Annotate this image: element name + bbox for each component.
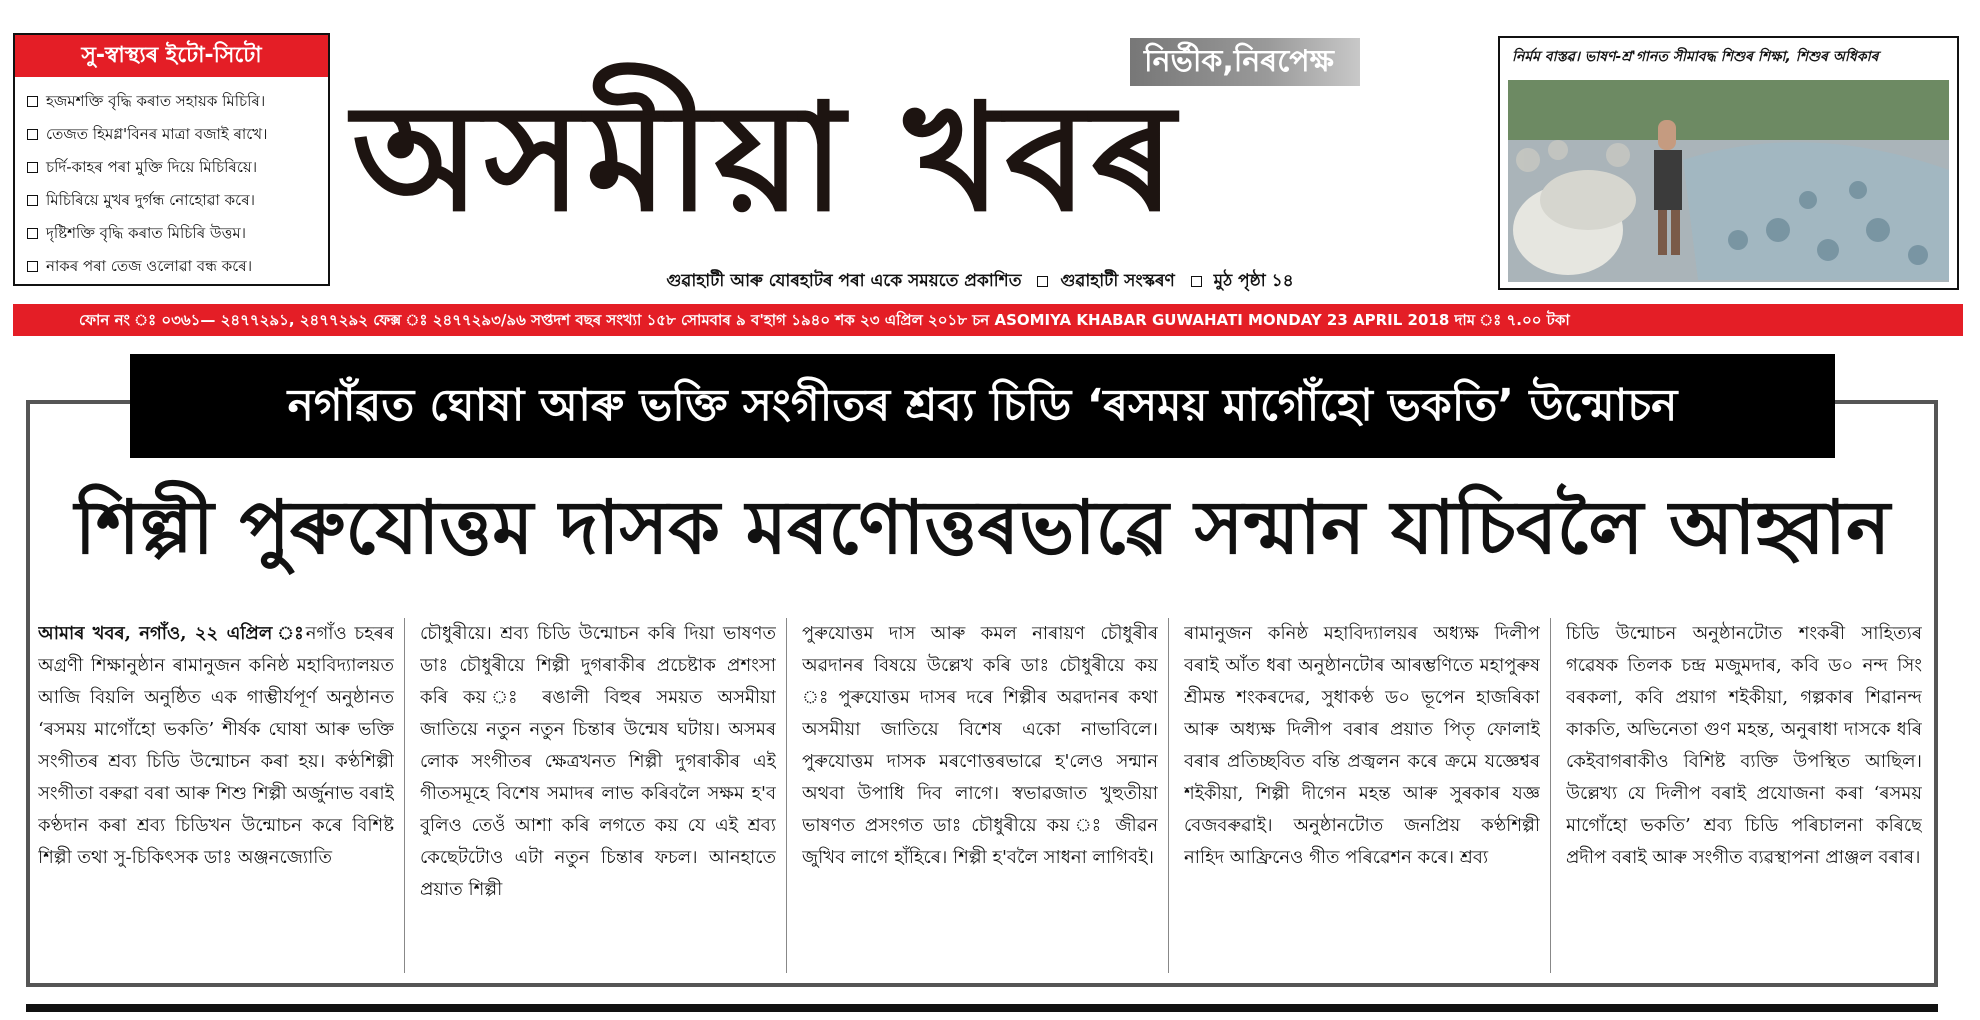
checkbox-bullet-icon bbox=[27, 195, 38, 206]
health-tips-list bbox=[15, 77, 328, 283]
story-column-2 bbox=[420, 618, 776, 978]
page-count: মুঠ পৃষ্ঠা ১৪ bbox=[1213, 271, 1294, 291]
masthead-title: অসমীয়া খবৰ bbox=[352, 70, 1179, 244]
child-with-bottles-photo bbox=[1508, 80, 1949, 282]
column-divider bbox=[1168, 618, 1169, 973]
checkbox-bullet-icon bbox=[1037, 276, 1048, 287]
health-tip-text: তেজত হিমগ্ল'বিনৰ মাত্ৰা বজাই ৰাখে। bbox=[46, 125, 268, 143]
bottom-rule bbox=[26, 1004, 1938, 1012]
health-tip-item bbox=[27, 118, 322, 151]
checkbox-bullet-icon bbox=[27, 129, 38, 140]
checkbox-bullet-icon bbox=[27, 261, 38, 272]
health-tip-text: হজমশক্তি বৃদ্ধি কৰাত সহায়ক মিচিৰি। bbox=[46, 92, 266, 110]
health-tip-text: মিচিৰিয়ে মুখৰ দুৰ্গন্ধ নোহোৱা কৰে। bbox=[46, 191, 255, 209]
story-column-5 bbox=[1566, 618, 1922, 978]
edition-name: গুৱাহাটী সংস্কৰণ bbox=[1060, 271, 1175, 291]
column-divider bbox=[404, 618, 405, 973]
story-column-1 bbox=[38, 618, 394, 978]
checkbox-bullet-icon bbox=[27, 96, 38, 107]
photo-illustration bbox=[1508, 80, 1949, 282]
story-kicker: নগাঁৱত ঘোষা আৰু ভক্তি সংগীতৰ শ্ৰব্য চিডি ‘ৰসময় মাগোঁহো ভকতি’ উন্মোচন bbox=[130, 354, 1835, 458]
column-divider bbox=[786, 618, 787, 973]
health-tip-text: দৃষ্টিশক্তি বৃদ্ধি কৰাত মিচিৰি উত্তম। bbox=[46, 224, 247, 242]
edition-line bbox=[540, 268, 1420, 296]
health-tip-text: নাকৰ পৰা তেজ ওলোৱা বন্ধ কৰে। bbox=[46, 257, 253, 275]
health-tip-item bbox=[27, 151, 322, 184]
masthead-info-strip: ফোন নং ঃ ০৩৬১— ২৪৭৭২৯১, ২৪৭৭২৯২ ফেক্স ঃ ২৪৭৭২৯৩/৯৬ সপ্তদশ বছৰ সংখ্যা ১৫৮ সোমবাৰ ৯ ব'হাগ ১৯৪০ শক ২৩ এপ্ৰিল ২০১৮ চন ASOMIYA KHABAR GUWAHATI MONDAY 23 APRIL 2018 দাম ঃ ৭.০০ টকা bbox=[13, 304, 1963, 336]
column-divider bbox=[1550, 618, 1551, 973]
health-tips-box bbox=[13, 33, 330, 286]
story-column-text: ৰামানুজন কনিষ্ঠ মহাবিদ্যালয়ৰ অধ্যক্ষ দিলীপ বৰাই আঁত ধৰা অনুষ্ঠানটোৰ আৰম্ভণিতে মহাপুৰুষ শ্ৰীমন্ত শংকৰদেৱ, সুধাকণ্ঠ ড০ ভূপেন হাজৰিকা আৰু অধ্যক্ষ দিলীপ বৰাৰ প্ৰয়াত পিতৃ ফোলাই বৰাৰ প্ৰতিচ্ছবিত বন্তি প্ৰজ্বলন কৰে ক্ৰমে যজ্ঞেশ্বৰ শইকীয়া, শিল্পী দীগেন মহন্ত আৰু সুৰকাৰ যজ্ঞ বেজবৰুৱাই। অনুষ্ঠানটোত জনপ্ৰিয় কণ্ঠশিল্পী নাহিদ আফ্ৰিনেও গীত পৰিৱেশন কৰে। শ্ৰব্য bbox=[1184, 623, 1540, 868]
health-tip-item bbox=[27, 250, 322, 283]
story-headline: শিল্পী পুৰুযোত্তম দাসক মৰণোত্তৰভাৱে সন্মান যাচিবলৈ আহ্বান bbox=[74, 485, 1891, 571]
story-dateline: আমাৰ খবৰ, নগাঁও, ২২ এপ্ৰিল ঃ bbox=[38, 623, 306, 644]
story-column-text: চৌধুৰীয়ে। শ্ৰব্য চিডি উন্মোচন কৰি দিয়া ভাষণত ডাঃ চৌধুৰীয়ে শিল্পী দুগৰাকীৰ প্ৰচেষ্টাক প্ৰশংসা কৰি কয় ঃ ৰঙালী বিহুৰ সময়ত অসমীয়া জাতিয়ে নতুন নতুন চিন্তাৰ উন্মেষ ঘটায়। অসমৰ লোক সংগীতৰ ক্ষেত্ৰখনত শিল্পী দুগৰাকীৰ এই গীতসমূহে বিশেষ সমাদৰ লাভ কৰিবলৈ সক্ষম হ'ব বুলিও তেওঁ আশা কৰি লগতে কয় যে এই শ্ৰব্য কেছেটটোও এটা নতুন চিন্তাৰ ফচল। আনহাতে প্ৰয়াত শিল্পী bbox=[420, 623, 776, 900]
health-tips-title: সু-স্বাস্থ্যৰ ইটো-সিটো bbox=[15, 35, 328, 77]
checkbox-bullet-icon bbox=[27, 228, 38, 239]
masthead-tagline: নিৰ্ভীক,নিৰপেক্ষ bbox=[1130, 38, 1360, 86]
health-tip-text: চৰ্দি-কাহৰ পৰা মুক্তি দিয়ে মিচিৰিয়ে। bbox=[46, 158, 258, 176]
health-tip-item bbox=[27, 217, 322, 250]
published-from: গুৱাহাটী আৰু যোৰহাটৰ পৰা একে সময়তে প্ৰকাশিত bbox=[666, 271, 1022, 291]
story-column-text: পুৰুযোত্তম দাস আৰু কমল নাৰায়ণ চৌধুৰীৰ অৱদানৰ বিষয়ে উল্লেখ কৰি ডাঃ চৌধুৰীয়ে কয় ঃ পুৰুযোত্তম দাসৰ দৰে শিল্পীৰ অৱদানৰ কথা অসমীয়া জাতিয়ে বিশেষ একো নাভাবিলে। পুৰুযোত্তম দাসক মৰণোত্তৰভাৱে হ'লেও সন্মান অথবা উপাধি দিব লাগে। স্বভাৱজাত খুহুতীয়া ভাষণত প্ৰসংগত ডাঃ চৌধুৰীয়ে কয় ঃ জীৱন জুখিব লাগে হাঁহিৰে। শিল্পী হ'বলৈ সাধনা লাগিবই। bbox=[802, 623, 1158, 868]
photo-feature-box bbox=[1498, 36, 1959, 290]
photo-caption: নিৰ্মম বাস্তৱ। ভাষণ-শ্ৰ'গানত সীমাবদ্ধ শিশুৰ শিক্ষা, শিশুৰ অধিকাৰ bbox=[1512, 49, 1879, 65]
story-column-text: চিডি উন্মোচন অনুষ্ঠানটোত শংকৰী সাহিত্যৰ গৱেষক তিলক চন্দ্ৰ মজুমদাৰ, কবি ড০ নন্দ সিং বৰকলা, কবি প্ৰয়াগ শইকীয়া, গল্পকাৰ শিৱানন্দ কাকতি, অভিনেতা গুণ মহন্ত, অনুৰাধা দাসকে ধৰি কেইবাগৰাকীও বিশিষ্ট ব্যক্তি উপস্থিত আছিল। উল্লেখ্য যে দিলীপ বৰাই প্ৰযোজনা কৰা ‘ৰসময় মাগোঁহো ভকতি’ শ্ৰব্য চিডি পৰিচালনা কৰিছে প্ৰদীপ বৰাই আৰু সংগীত ব্যৱস্থাপনা প্ৰাঞ্জল বৰাৰ। bbox=[1566, 623, 1922, 868]
story-column-3 bbox=[802, 618, 1158, 978]
story-column-4 bbox=[1184, 618, 1540, 978]
checkbox-bullet-icon bbox=[27, 162, 38, 173]
story-column-text: নগাঁও চহৰৰ অগ্ৰণী শিক্ষানুষ্ঠান ৰামানুজন কনিষ্ঠ মহাবিদ্যালয়ত আজি বিয়লি অনুষ্ঠিত এক গাম্ভীৰ্যপূৰ্ণ অনুষ্ঠানত ‘ৰসময় মাগোঁহো ভকতি’ শীৰ্ষক ঘোষা আৰু ভক্তি সংগীতৰ শ্ৰব্য চিডি উন্মোচন কৰা হয়। কণ্ঠশিল্পী সংগীতা বৰুৱা বৰা আৰু শিশু শিল্পী অৰ্জুনাভ বৰাই কণ্ঠদান কৰা শ্ৰব্য চিডিখন উন্মোচন কৰে বিশিষ্ট শিল্পী তথা সু-চিকিৎসক ডাঃ অঞ্জনজ্যোতি bbox=[38, 623, 394, 868]
health-tip-item bbox=[27, 85, 322, 118]
health-tip-item bbox=[27, 184, 322, 217]
checkbox-bullet-icon bbox=[1191, 276, 1202, 287]
